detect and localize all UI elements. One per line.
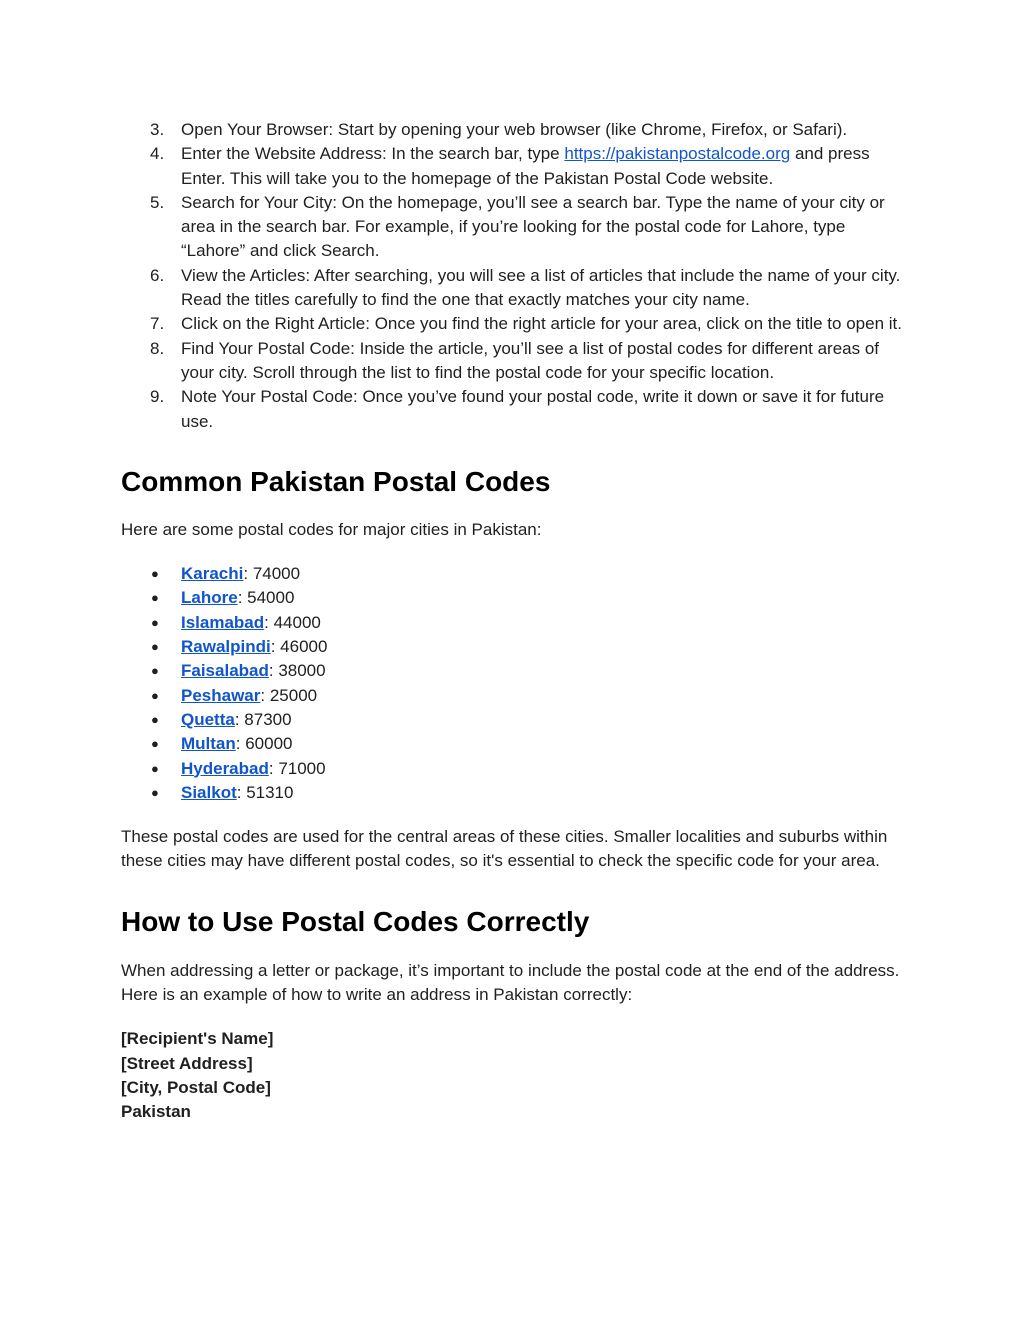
city-link[interactable]: Lahore: [181, 588, 238, 608]
list-item: [121, 586, 911, 610]
step-text: Click on the Right Article: Once you find the right article for your area, click on the title to open it.: [181, 314, 902, 334]
postal-code: : 38000: [268, 661, 326, 681]
step-text: Open Your Browser: Start by opening your web browser (like Chrome, Firefox, or Safari).: [181, 120, 848, 139]
list-item: [121, 732, 911, 756]
step-5: [121, 191, 911, 264]
bullet-icon: ●: [151, 663, 159, 679]
document-page: [121, 118, 911, 1125]
city-link[interactable]: Rawalpindi: [181, 637, 271, 657]
step-number: 9.: [150, 387, 165, 407]
bullet-icon: ●: [151, 687, 159, 703]
section-heading-usage: How to Use Postal Codes Correctly: [121, 905, 590, 937]
list-item: [121, 757, 911, 781]
section-heading-postal-codes: Common Pakistan Postal Codes: [121, 465, 551, 497]
step-text: Note Your Postal Code: Once you’ve found your postal code, write it down or save it for future use.: [181, 387, 885, 431]
step-number: 6.: [150, 265, 165, 285]
address-line-city: [City, Postal Code]: [121, 1077, 271, 1097]
list-item: [121, 708, 911, 732]
address-line-recipient: [Recipient's Name]: [121, 1029, 274, 1049]
step-text: View the Articles: After searching, you will see a list of articles that include the name of your city. Read the titles carefully to find the one that exactly matches your city name.: [181, 265, 901, 310]
bullet-icon: ●: [151, 639, 159, 655]
list-item: [121, 562, 911, 586]
bullet-icon: ●: [151, 566, 159, 582]
bullet-icon: ●: [151, 614, 159, 630]
postal-code: : 51310: [236, 782, 294, 802]
city-link[interactable]: Hyderabad: [181, 758, 269, 778]
bullet-icon: ●: [151, 736, 159, 752]
step-text: Find Your Postal Code: Inside the article, you’ll see a list of postal codes for different areas of your city. Scroll through the list to find the postal code for your specific location.: [181, 338, 880, 382]
section-outro: These postal codes are used for the central areas of these cities. Smaller localities and suburbs within these cities may have different postal codes, so it's essential to check the specific code for your area.: [121, 827, 888, 871]
city-link[interactable]: Islamabad: [181, 612, 265, 632]
step-text: Search for Your City: On the homepage, you’ll see a search bar. Type the name of your city or area in the search bar. For example, if you’re looking for the postal code for Lahore, type “Lahore” and click Search.: [181, 192, 885, 261]
step-number: 8.: [150, 338, 165, 358]
city-link[interactable]: Karachi: [181, 564, 244, 584]
step-number: 3.: [150, 120, 165, 139]
step-text-post: and press Enter. This will take you to the homepage of the Pakistan Postal Code website.: [181, 144, 870, 188]
steps-list: [121, 118, 911, 434]
city-link[interactable]: Faisalabad: [181, 661, 269, 681]
step-7: [121, 312, 911, 336]
postal-code: : 71000: [268, 758, 326, 778]
step-6: [121, 264, 911, 313]
address-line-country: Pakistan: [121, 1102, 191, 1122]
step-number: 5.: [150, 192, 165, 212]
city-link[interactable]: Multan: [181, 734, 236, 754]
usage-intro: When addressing a letter or package, it’s important to include the postal code at the end of the address. Here is an example of how to write an address in Pakistan correctly:: [121, 960, 900, 1005]
bullet-icon: ●: [151, 760, 159, 776]
section-intro: Here are some postal codes for major cities in Pakistan:: [121, 519, 542, 539]
list-item: [121, 635, 911, 659]
postal-code: : 60000: [235, 734, 293, 754]
postal-code: : 87300: [234, 709, 292, 729]
list-item: [121, 684, 911, 708]
step-text-pre: Enter the Website Address: In the search bar, type: [181, 144, 565, 164]
step-3: [121, 118, 911, 142]
address-line-street: [Street Address]: [121, 1053, 253, 1073]
list-item: [121, 659, 911, 683]
address-example: [121, 1027, 911, 1124]
city-link[interactable]: Peshawar: [181, 685, 261, 705]
step-9: [121, 385, 911, 434]
city-link[interactable]: Sialkot: [181, 782, 237, 802]
postal-code: : 46000: [270, 637, 328, 657]
postal-code: : 25000: [260, 685, 318, 705]
postal-code: : 74000: [243, 564, 301, 584]
list-item: [121, 611, 911, 635]
bullet-icon: ●: [151, 784, 159, 800]
city-list: [121, 562, 911, 805]
bullet-icon: ●: [151, 711, 159, 727]
step-number: 7.: [150, 314, 165, 334]
city-link[interactable]: Quetta: [181, 709, 235, 729]
postal-code: : 44000: [264, 612, 321, 632]
postal-code: : 54000: [237, 588, 295, 608]
step-4: [121, 142, 911, 191]
step-number: 4.: [150, 144, 165, 164]
list-item: [121, 781, 911, 805]
bullet-icon: ●: [151, 590, 159, 606]
website-link[interactable]: https://pakistanpostalcode.org: [564, 144, 791, 164]
step-8: [121, 337, 911, 386]
